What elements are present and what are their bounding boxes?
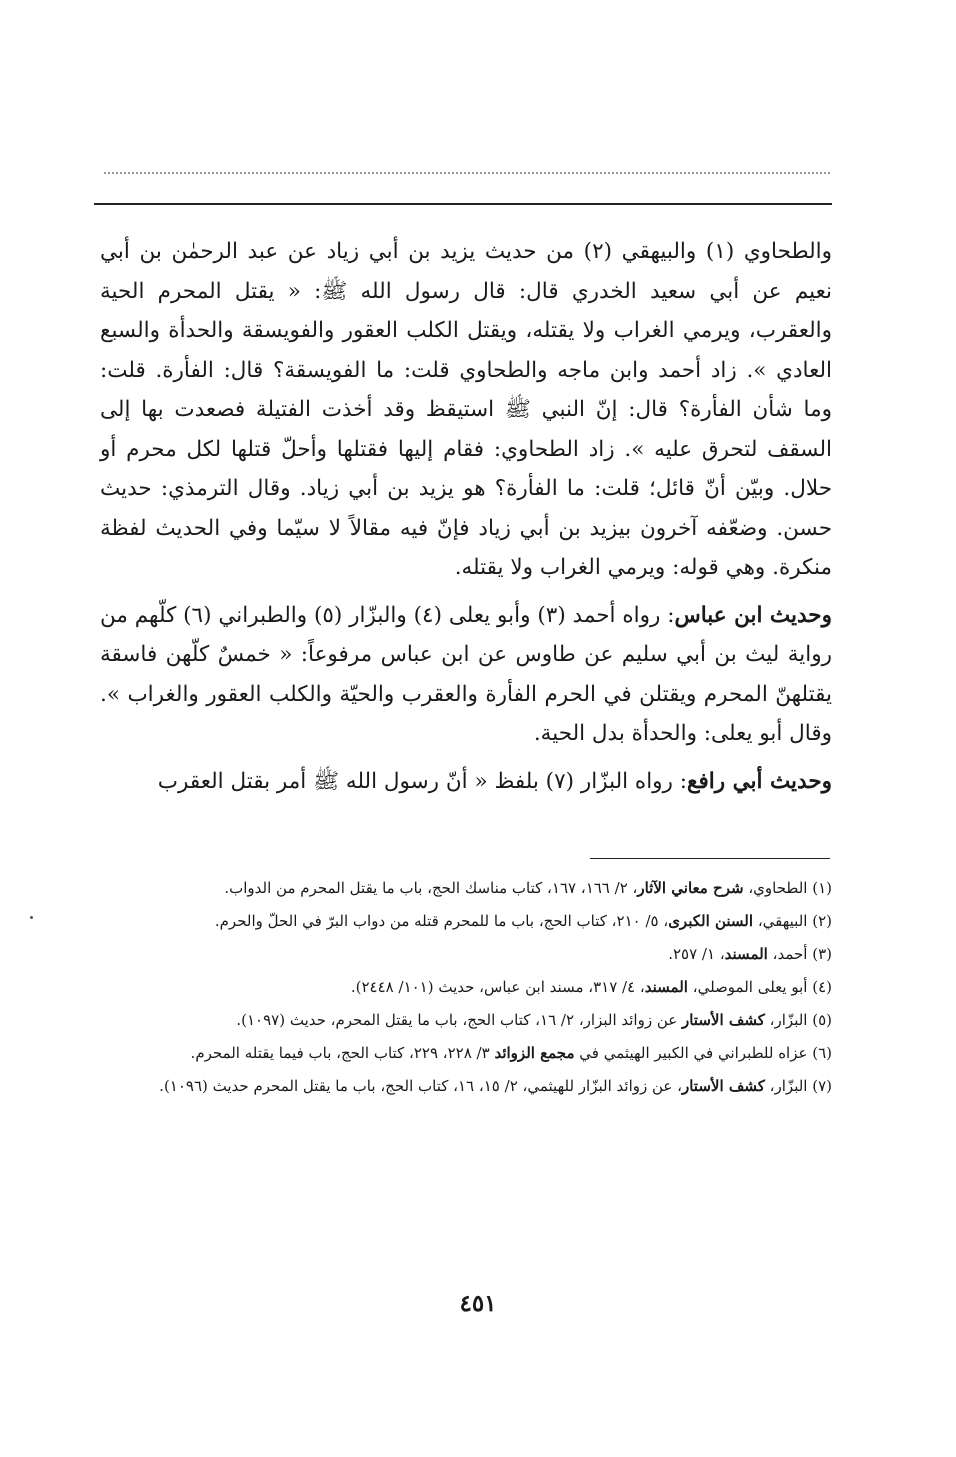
paragraph-3-text: : رواه البزّار (٧) بلفظ « أنّ رسول الله ﷺ أمر بقتل العقرب bbox=[157, 768, 688, 794]
footnote-1-post: ، ٢/ ١٦٦، ١٦٧، كتاب مناسك الحج، باب ما يقتل المحرم من الدواب. bbox=[224, 879, 638, 897]
footnote-5-pre: (٥) البزّار، bbox=[764, 1011, 832, 1029]
paragraph-2-heading: وحديث ابن عباس bbox=[674, 602, 832, 628]
footnote-3-pre: (٣) أحمد، bbox=[767, 945, 832, 963]
footnotes bbox=[100, 874, 832, 1105]
footnote-6-pre: (٦) عزاه للطبراني في الكبير الهيثمي في bbox=[574, 1044, 832, 1062]
header-dotted-rule bbox=[104, 172, 830, 174]
footnote-4 bbox=[100, 973, 832, 1001]
footnote-2 bbox=[100, 907, 832, 935]
footnote-6-title: مجمع الزوائد bbox=[494, 1044, 575, 1062]
footnote-3 bbox=[100, 940, 832, 968]
footnote-1-title: شرح معاني الآثار bbox=[637, 879, 744, 897]
footnote-7-title: كشف الأستار bbox=[681, 1077, 765, 1095]
paragraph-1-text: والطحاوي (١) والبيهقي (٢) من حديث يزيد بن أبي زياد عن عبد الرحمٰن بن أبي نعيم عن أبي سعيد الخدري قال: قال رسول الله ﷺ: « يقتل المحرم الحية والعقرب، ويرمي الغراب ولا يقتله، ويقتل الكلب العقور والفويسقة والحدأة والسبع العادي ». زاد أحمد وابن ماجه والطحاوي قلت: ما الفويسقة؟ قال: الفأرة. قلت: وما شأن الفأرة؟ قال: إنّ النبي ﷺ استيقظ وقد أخذت الفتيلة فصعدت بها إلى السقف لتحرق عليه ». زاد الطحاوي: فقام إليها فقتلها وأحلّ قتلها لكل محرم أو حلال. وبيّن أنّ قائل؛ قلت: ما الفأرة؟ هو يزيد بن أبي زياد. وقال الترمذي: حديث حسن. وضعّفه آخرون بيزيد بن أبي زياد فإنّ فيه مقالاً لا سيّما وفي الحديث لفظة منكرة. وهي قوله: ويرمي الغراب ولا يقتله. bbox=[100, 239, 833, 580]
paragraph-1 bbox=[100, 232, 832, 588]
footnote-1 bbox=[100, 874, 832, 902]
margin-speck bbox=[30, 916, 33, 919]
footnote-5 bbox=[100, 1006, 832, 1034]
paragraph-3-heading: وحديث أبي رافع bbox=[687, 768, 832, 794]
footnote-6-post: ٣/ ٢٢٨، ٢٢٩، كتاب الحج، باب فيما يقتله المحرم. bbox=[190, 1044, 495, 1062]
footnote-1-pre: (١) الطحاوي، bbox=[743, 879, 832, 897]
page-number: ٤٥١ bbox=[459, 1290, 497, 1317]
footnote-4-pre: (٤) أبو يعلى الموصلي، bbox=[687, 978, 832, 996]
body-text bbox=[100, 232, 832, 801]
footnote-2-pre: (٢) البيهقي، bbox=[753, 912, 832, 930]
paragraph-2-text: : رواه أحمد (٣) وأبو يعلى (٤) والبزّار (٥) والطبراني (٦) كلّهم من رواية ليث بن أبي سليم عن طاوس عن ابن عباس مرفوعاً: « خمسٌ كلّهن فاسقة يقتلهنّ المحرم ويقتلن في الحرم الفأرة والعقرب والحيّة والكلب العقور والغراب ». وقال أبو يعلى: والحدأة بدل الحية. bbox=[100, 602, 832, 746]
footnote-3-post: ، ١/ ٢٥٧. bbox=[668, 945, 725, 963]
footnote-4-post: ، ٤/ ٣١٧، مسند ابن عباس، حديث (١٠١/ ٢٤٤٨). bbox=[350, 978, 645, 996]
footnote-7 bbox=[100, 1072, 832, 1100]
footnote-4-title: المسند bbox=[644, 978, 688, 996]
footnote-2-title: السنن الكبرى bbox=[668, 912, 754, 930]
paragraph-2 bbox=[100, 596, 832, 754]
paragraph-3 bbox=[100, 762, 832, 802]
header-rule bbox=[94, 203, 832, 205]
footnote-3-title: المسند bbox=[724, 945, 768, 963]
footnote-2-post: ، ٥/ ٢١٠، كتاب الحج، باب ما للمحرم قتله من دواب البرّ في الحلّ والحرم. bbox=[214, 912, 669, 930]
footnote-separator bbox=[590, 858, 830, 859]
footnote-7-pre: (٧) البزّار، bbox=[764, 1077, 832, 1095]
footnote-5-post: عن زوائد البزار، ٢/ ١٦، كتاب الحج، باب ما يقتل المحرم، حديث (١٠٩٧). bbox=[236, 1011, 682, 1029]
footnote-5-title: كشف الأستار bbox=[681, 1011, 765, 1029]
footnote-6 bbox=[100, 1039, 832, 1067]
footnote-7-post: ، عن زوائد البزّار للهيثمي، ٢/ ١٥، ١٦، كتاب الحج، باب ما يقتل المحرم حديث (١٠٩٦). bbox=[159, 1077, 682, 1095]
